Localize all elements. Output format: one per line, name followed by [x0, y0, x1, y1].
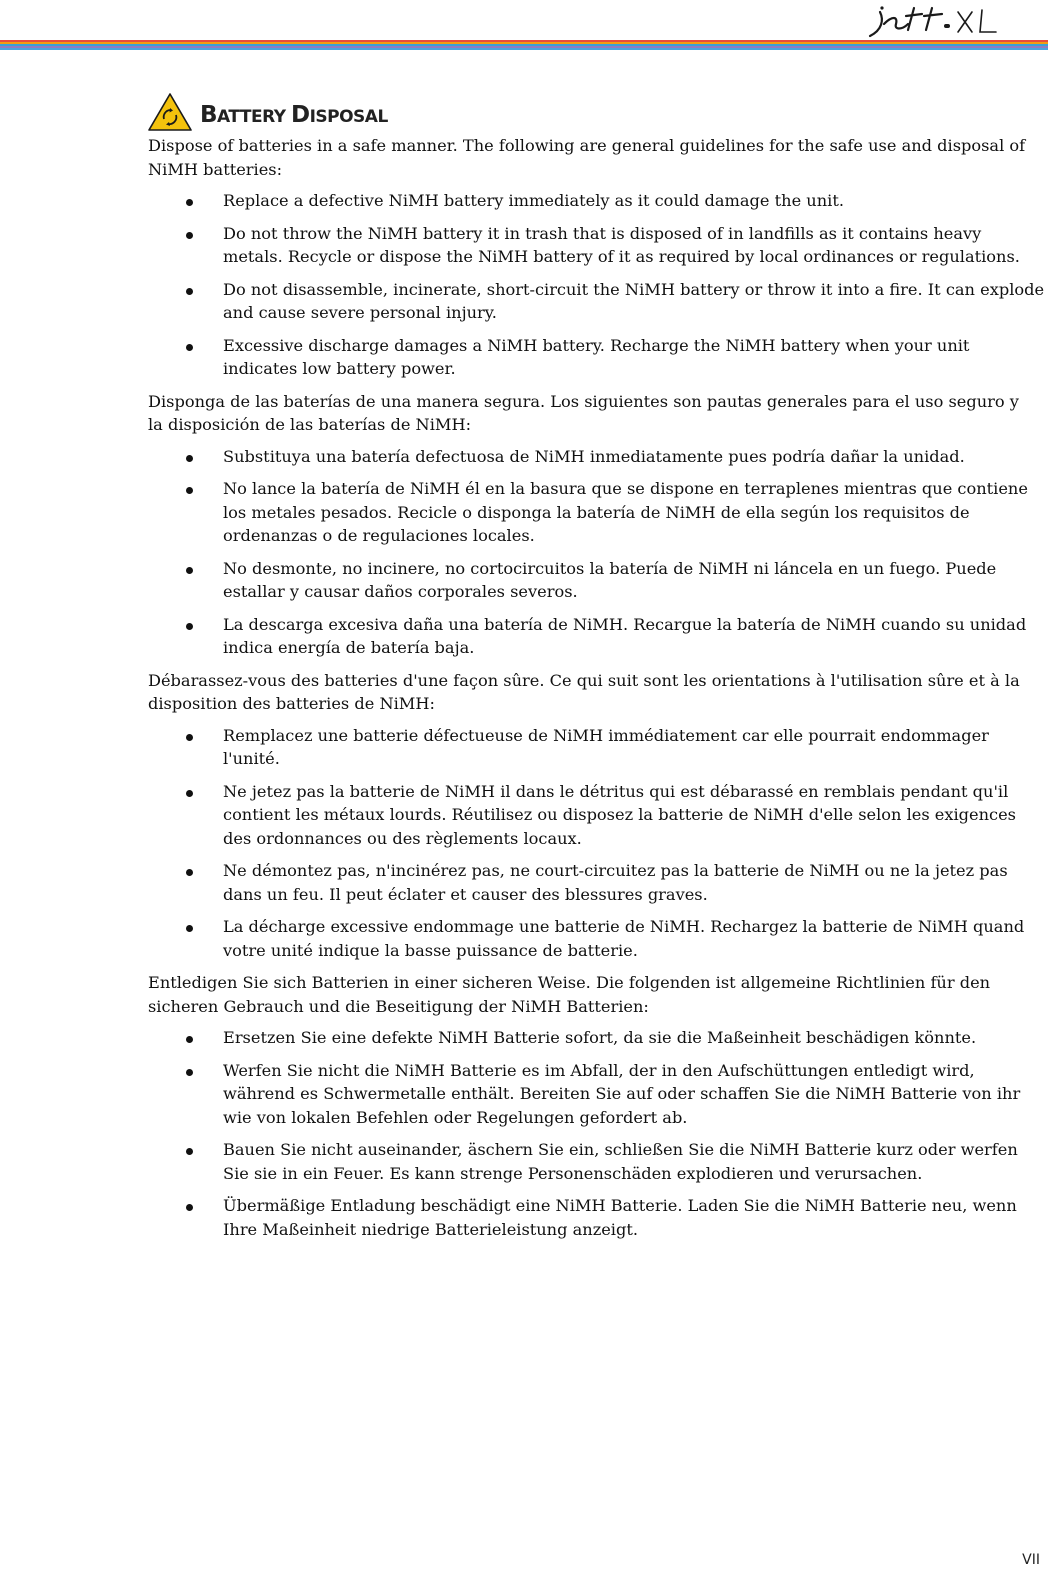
list-item: Excessive discharge damages a NiMH battery. Recharge the NiMH battery when your unit indicates low battery power.	[148, 334, 1045, 381]
bullet-icon	[186, 734, 193, 741]
bullet-icon	[186, 790, 193, 797]
intro-spanish: Disponga de las baterías de una manera segura. Los siguientes son pautas generales para el uso seguro y la disposición de las baterías de NiMH:	[148, 391, 1019, 434]
list-french	[148, 724, 1044, 963]
bullet-icon	[186, 1148, 193, 1155]
list-item: Ne jetez pas la batterie de NiMH il dans le détritus qui est débarassé en remblais pendant qu'il contient les métaux lourds. Réutilisez ou disposez la batterie de NiMH d'elle selon les exigences des ordonnances ou des règlements locaux.	[148, 780, 1045, 851]
list-item: La décharge excessive endommage une batterie de NiMH. Rechargez la batterie de NiMH quand votre unité indique la basse puissance de batterie.	[148, 915, 1045, 962]
list-item: Do not disassemble, incinerate, short-circuit the NiMH battery or throw it into a fire. It can explode and cause severe personal injury.	[148, 278, 1045, 325]
list-item: Übermäßige Entladung beschädigt eine NiMH Batterie. Laden Sie die NiMH Batterie neu, wenn Ihre Maßeinheit niedrige Batterieleistung anzeigt.	[148, 1194, 1045, 1241]
bullet-icon	[186, 1204, 193, 1211]
list-item: Bauen Sie nicht auseinander, äschern Sie ein, schließen Sie die NiMH Batterie kurz oder werfen Sie sie in ein Feuer. Es kann strenge Personenschäden explodieren und verursachen.	[148, 1138, 1045, 1185]
list-german	[148, 1026, 1044, 1241]
list-item: No lance la batería de NiMH él en la basura que se dispone en terraplenes mientras que contiene los metales pesados. Recicle o disponga la batería de NiMH de ella según los requisitos de ordenanzas o de regulaciones locales.	[148, 477, 1045, 548]
bullet-icon	[186, 232, 193, 239]
list-item: Ersetzen Sie eine defekte NiMH Batterie sofort, da sie die Maßeinheit beschädigen könnte.	[148, 1026, 1045, 1050]
stripe-5	[0, 48, 1048, 50]
bullet-icon	[186, 455, 193, 462]
list-english	[148, 189, 1044, 381]
list-spanish	[148, 445, 1044, 660]
bullet-icon	[186, 869, 193, 876]
jett-xl-logo	[862, 2, 1032, 40]
list-item: No desmonte, no incinere, no cortocircuitos la batería de NiMH ni láncela en un fuego. Puede estallar y causar daños corporales severos.	[148, 557, 1045, 604]
list-item: Remplacez une batterie défectueuse de NiMH immédiatement car elle pourrait endommager l'unité.	[148, 724, 1045, 771]
section-heading	[146, 90, 1044, 134]
intro-german: Entledigen Sie sich Batterien in einer sicheren Weise. Die folgenden ist allgemeine Richtlinien für den sicheren Gebrauch und die Beseitigung der NiMH Batterien:	[148, 973, 991, 1016]
intro-french: Débarassez-vous des batteries d'une façon sûre. Ce qui suit sont les orientations à l'utilisation sûre et à la disposition des batteries de NiMH:	[148, 670, 1020, 713]
bullet-icon	[186, 925, 193, 932]
bullet-icon	[186, 623, 193, 630]
bullet-icon	[186, 199, 193, 206]
list-item: La descarga excesiva daña una batería de NiMH. Recargue la batería de NiMH cuando su unidad indica energía de batería baja.	[148, 613, 1045, 660]
page-content	[148, 90, 1044, 1250]
bullet-icon	[186, 288, 193, 295]
bullet-icon	[186, 1036, 193, 1043]
list-item: Ne démontez pas, n'incinérez pas, ne court-circuitez pas la batterie de NiMH ou ne la jetez pas dans un feu. Il peut éclater et causer des blessures graves.	[148, 859, 1045, 906]
list-item: Werfen Sie nicht die NiMH Batterie es im Abfall, der in den Aufschüttungen entledigt wird, während es Schwermetalle enthält. Bereiten Sie auf oder schaffen Sie die NiMH Batterie von ihr wie von lokalen Befehlen oder Regelungen gefordert ab.	[148, 1059, 1045, 1130]
list-item: Substituya una batería defectuosa de NiMH inmediatamente pues podría dañar la unidad.	[148, 445, 1045, 469]
warning-triangle-recycle-icon	[146, 91, 194, 133]
page-number: VII	[1022, 1552, 1040, 1568]
list-item: Replace a defective NiMH battery immediately as it could damage the unit.	[148, 189, 1045, 213]
header-stripes	[0, 40, 1048, 52]
bullet-icon	[186, 1069, 193, 1076]
list-item: Do not throw the NiMH battery it in trash that is disposed of in landfills as it contains heavy metals. Recycle or dispose the NiMH battery of it as required by local ordinances or regulations.	[148, 222, 1045, 269]
intro-english: Dispose of batteries in a safe manner. The following are general guidelines for the safe use and disposal of NiMH batteries:	[148, 136, 1026, 179]
bullet-icon	[186, 567, 193, 574]
bullet-icon	[186, 487, 193, 494]
section-title: BATTERY DISPOSAL	[200, 102, 388, 128]
bullet-icon	[186, 344, 193, 351]
